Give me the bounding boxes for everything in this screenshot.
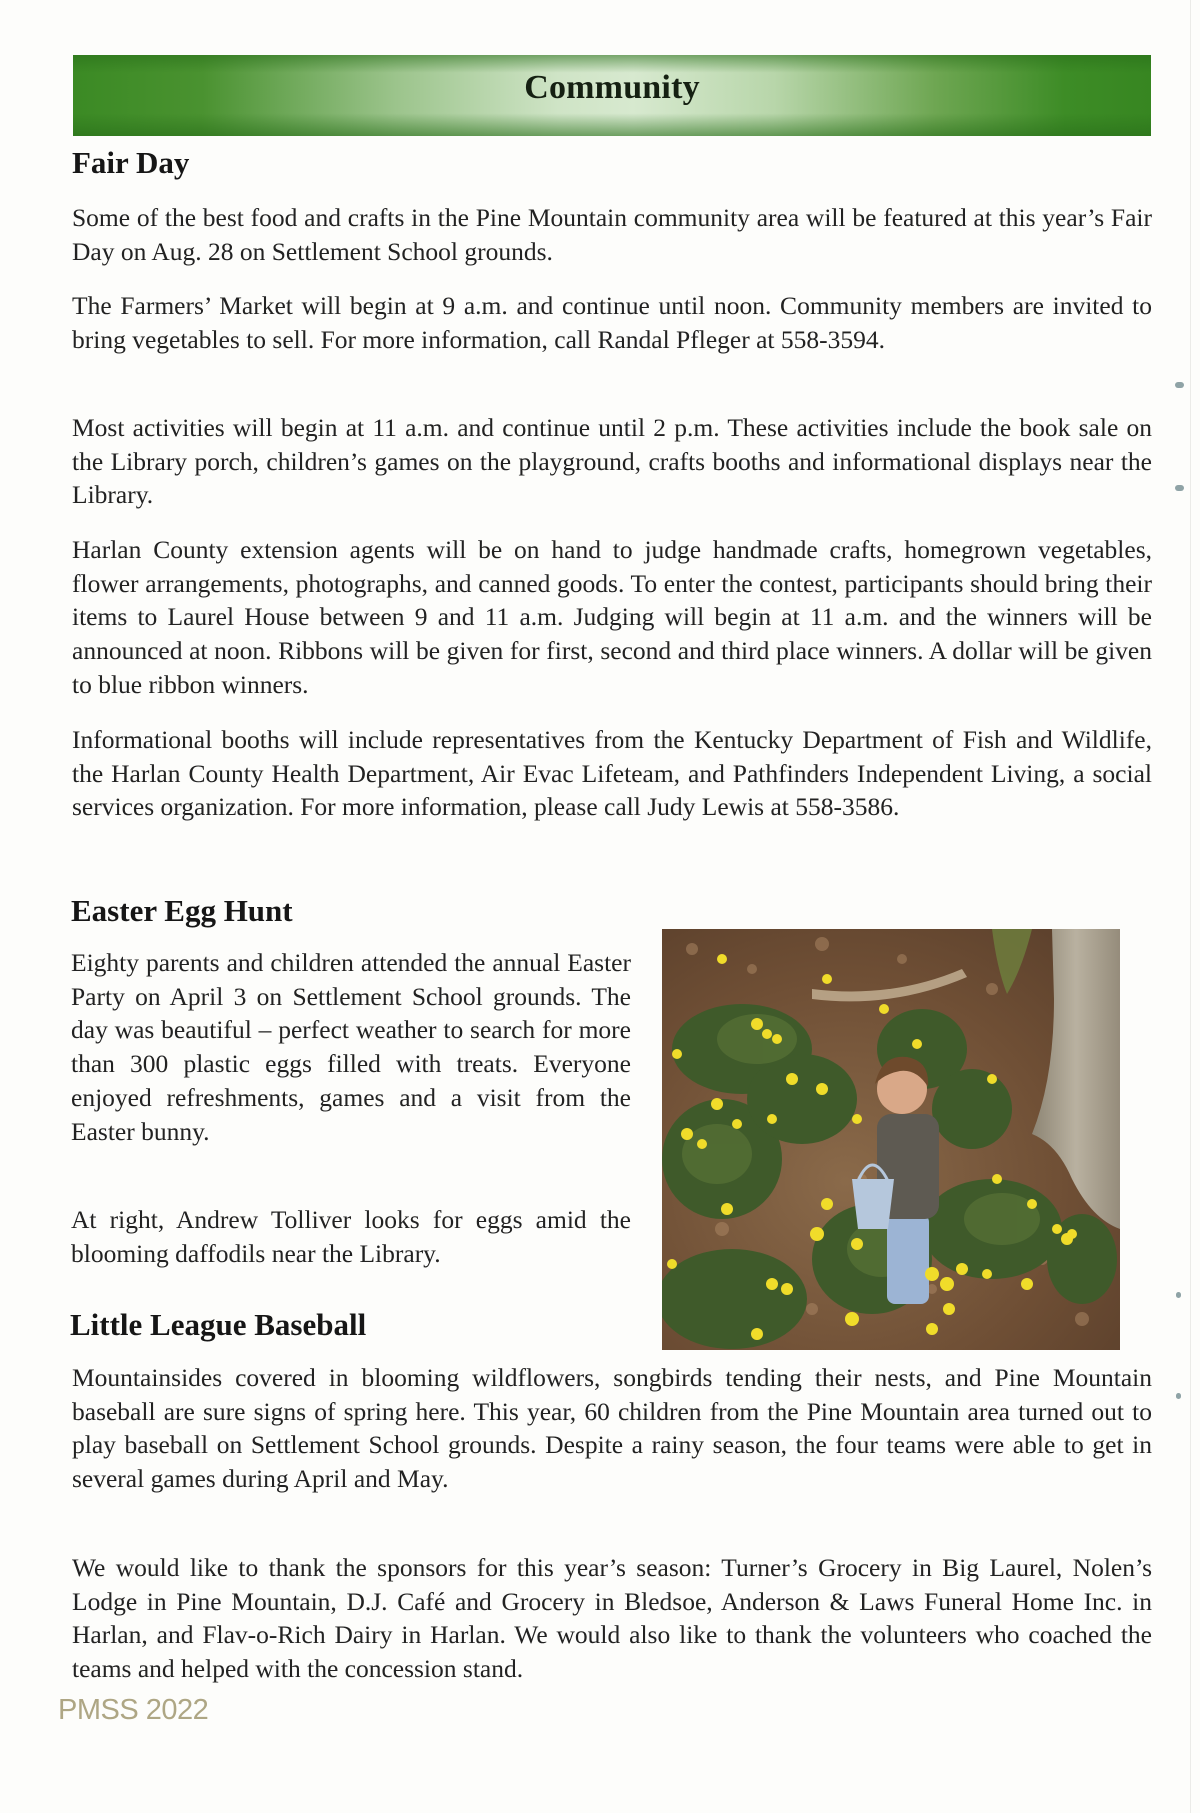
heading-little-league-baseball: Little League Baseball	[70, 1307, 367, 1342]
page-edge	[1190, 0, 1191, 1813]
binding-hole-mark	[1176, 1393, 1181, 1399]
section-banner	[73, 55, 1151, 136]
binding-hole-mark	[1176, 1292, 1181, 1298]
paragraph: Eighty parents and children attended the annual Easter Party on April 3 on Settlement School grounds. The day was beautiful – perfect weather to search for more than 300 plastic eggs filled with treats. Everyone enjoyed refreshments, games and a visit from the Easter bunny.	[71, 948, 631, 1146]
easter-photo	[662, 929, 1120, 1350]
banner-title: Community	[524, 69, 700, 106]
heading-easter-egg-hunt: Easter Egg Hunt	[71, 893, 293, 928]
paragraph: Harlan County extension agents will be on hand to judge handmade crafts, homegrown vegetables, flower arrangements, photographs, and canned goods. To enter the contest, participants should bring their items to Laurel House between 9 and 11 a.m. Judging will begin at 11 a.m. and the winners will be announced at noon. Ribbons will be given for first, second and third place winners. A dollar will be given to blue ribbon winners.	[72, 535, 1152, 699]
heading-fair-day: Fair Day	[72, 145, 190, 180]
photo-caption: At right, Andrew Tolliver looks for eggs amid the blooming daffodils near the Library.	[71, 1205, 631, 1268]
watermark: PMSS 2022	[58, 1694, 209, 1726]
paragraph: Some of the best food and crafts in the Pine Mountain community area will be featured at this year’s Fair Day on Aug. 28 on Settlement School grounds.	[72, 203, 1152, 266]
paragraph: Informational booths will include representatives from the Kentucky Department of Fish and Wildlife, the Harlan County Health Department, Air Evac Lifeteam, and Pathfinders Independent Living, a social services organization. For more information, please call Judy Lewis at 558-3586.	[72, 725, 1152, 822]
paragraph: Mountainsides covered in blooming wildflowers, songbirds tending their nests, and Pine Mountain baseball are sure signs of spring here. This year, 60 children from the Pine Mountain area turned out to play baseball on Settlement School grounds. Despite a rainy season, the four teams were able to get in several games during April and May.	[72, 1363, 1152, 1494]
paragraph: The Farmers’ Market will begin at 9 a.m. and continue until noon. Community members are invited to bring vegetables to sell. For more information, call Randal Pfleger at 558-3594.	[72, 291, 1152, 354]
photo-illustration	[662, 929, 1120, 1350]
binding-hole-mark	[1175, 382, 1184, 388]
paragraph: Most activities will begin at 11 a.m. and continue until 2 p.m. These activities include the book sale on the Library porch, children’s games on the playground, crafts booths and informational displays near the Library.	[72, 413, 1152, 510]
paragraph: We would like to thank the sponsors for this year’s season: Turner’s Grocery in Big Laurel, Nolen’s Lodge in Pine Mountain, D.J. Café and Grocery in Bledsoe, Anderson & Laws Funeral Home Inc. in Harlan, and Flav-o-Rich Dairy in Harlan. We would also like to thank the volunteers who coached the teams and helped with the concession stand.	[72, 1553, 1152, 1684]
binding-hole-mark	[1175, 485, 1184, 491]
